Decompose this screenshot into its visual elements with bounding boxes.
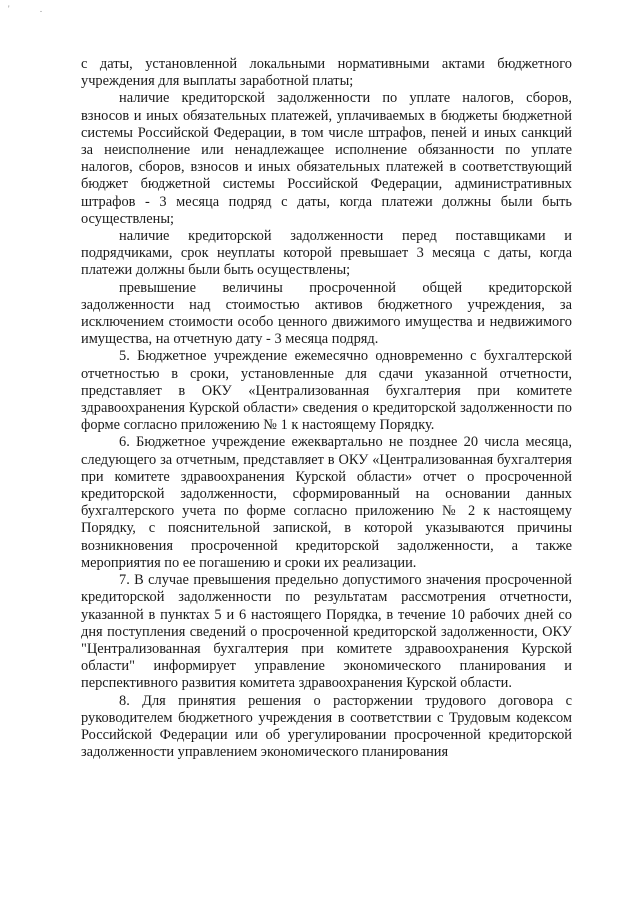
paragraph-excess-debt: превышение величины просроченной общей кредиторской задолженности над стоимостью активов бюджетного учреждения, за исключением стоимости особо ценного движимого имущества и недвижимого имущества, на отчетную дату - 3 месяца подряд. (81, 279, 572, 348)
paragraph-6: 6. Бюджетное учреждение ежеквартально не позднее 20 числа месяца, следующего за отчетным, представляет в ОКУ «Централизованная бухгалтерия при комитете здравоохранения Курской области» отчет о просроченной кредиторской задолженности, сформированный на основании данных бухгалтерского учета по форме согласно приложению № 2 к настоящему Порядку, с пояснительной запиской, в которой указываются причины возникновения просроченной кредиторской задолженности, а также мероприятия по ее погашению и сроки их реализации. (81, 434, 572, 571)
paragraph-salary-debt: с даты, установленной локальными нормативными актами бюджетного учреждения для выплаты заработной платы; (81, 56, 572, 90)
paragraph-7: 7. В случае превышения предельно допустимого значения просроченной кредиторской задолженности по результатам рассмотрения отчетности, указанной в пунктах 5 и 6 настоящего Порядка, в течение 10 рабочих дней со дня поступления сведений о просроченной кредиторской задолженности, ОКУ "Централизованная бухгалтерия при комитете здравоохранения Курской области" информирует управление экономического планирования и перспективного развития комитета здравоохранения Курской области. (81, 572, 572, 692)
paragraph-supplier-debt: наличие кредиторской задолженности перед поставщиками и подрядчиками, срок неуплаты которой превышает 3 месяца с даты, когда платежи должны были быть осуществлены; (81, 228, 572, 279)
paragraph-tax-debt: наличие кредиторской задолженности по уплате налогов, сборов, взносов и иных обязательных платежей, уплачиваемых в бюджеты бюджетной системы Российской Федерации, в том числе штрафов, пеней и иных санкций за неисполнение или ненадлежащее исполнение обязанности по уплате налогов, сборов, взносов и иных обязательных платежей в соответствующий бюджет бюджетной системы Российской Федерации, административных штрафов - 3 месяца подряд с даты, когда платежи должны были быть осуществлены; (81, 90, 572, 227)
document-body (81, 56, 572, 761)
paragraph-5: 5. Бюджетное учреждение ежемесячно одновременно с бухгалтерской отчетностью в сроки, установленные для сдачи указанной отчетности, представляет в ОКУ «Централизованная бухгалтерия при комитете здравоохранения Курской области» сведения о кредиторской задолженности по форме согласно приложению № 1 к настоящему Порядку. (81, 348, 572, 434)
corner-marks: ' . (8, 4, 57, 14)
paragraph-8: 8. Для принятия решения о расторжении трудового договора с руководителем бюджетного учреждения в соответствии с Трудовым кодексом Российской Федерации или об урегулировании просроченной кредиторской задолженности управлением экономического планирования (81, 692, 572, 761)
